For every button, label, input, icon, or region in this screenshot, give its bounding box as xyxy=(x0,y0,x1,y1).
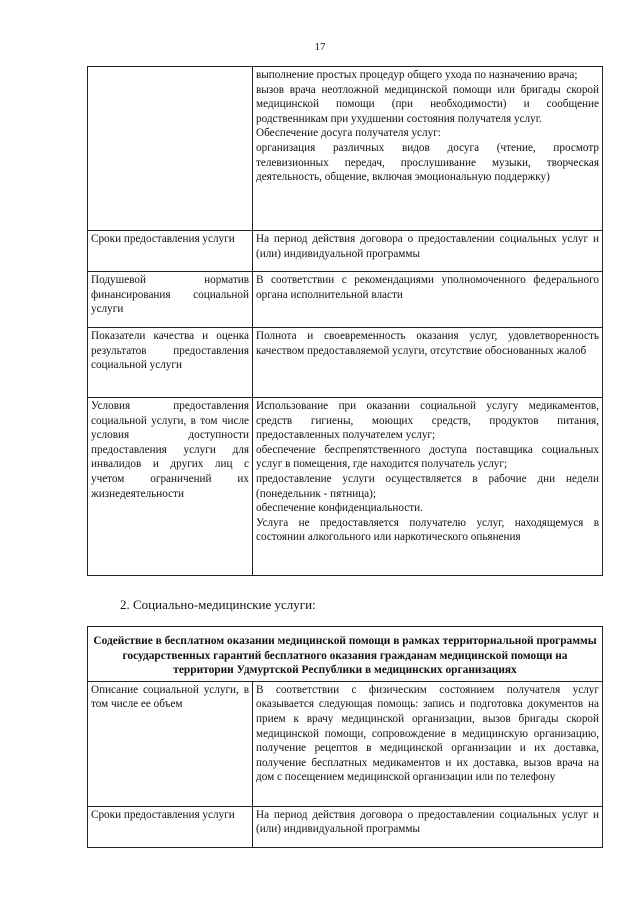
row-label-description: Описание социальной услуги, в том числе ее объем xyxy=(88,681,253,806)
row-label-conditions: Условия предоставления социальной услуги, в том числе условия доступности предоставления услуги для инвалидов и других лиц с учетом ограничений их жизнедеятельности xyxy=(88,398,253,576)
row-label-terms: Сроки предоставления услуги xyxy=(88,806,253,847)
table-row xyxy=(88,272,603,328)
table-row xyxy=(88,67,603,231)
service-description-continued xyxy=(253,67,603,231)
row-value-terms: На период действия договора о предоставлении социальных услуг и (или) индивидуальной программы xyxy=(253,231,603,272)
table-row xyxy=(88,398,603,576)
row-value-quality: Полнота и своевременность оказания услуг, удовлетворенность качеством предоставляемой услуги, отсутствие обоснованных жалоб xyxy=(253,328,603,398)
paragraph: Обеспечение досуга получателя услуг: xyxy=(256,127,441,140)
row-label-terms: Сроки предоставления услуги xyxy=(88,231,253,272)
table-row xyxy=(88,681,603,806)
paragraph: обеспечение беспрепятственного доступа поставщика социальных услуг в помещения, где находится получатель услуг; xyxy=(256,443,599,471)
paragraph: вызов врача неотложной медицинской помощи или бригады скорой медицинской помощи (при необходимости) и сообщение родственникам при ухудшении состояния получателя услуг. xyxy=(256,83,599,125)
table-row xyxy=(88,328,603,398)
table-row xyxy=(88,806,603,847)
paragraph: Услуга не предоставляется получателю услуг, находящемуся в состоянии алкогольного или наркотического опьянения xyxy=(256,516,599,544)
service-title: Содействие в бесплатном оказании медицинской помощи в рамках территориальной программы государственных гарантий бесплатного оказания гражданам медицинской помощи на территории Удмуртской Республики в медицинских организациях xyxy=(88,627,603,682)
paragraph: Использование при оказании социальной услугу медикаментов, средств гигиены, моющих средств, продуктов питания, предоставленных получателем услуг; xyxy=(256,400,599,442)
page-number: 17 xyxy=(314,41,326,53)
paragraph: обеспечение конфиденциальности. xyxy=(256,502,423,515)
table-cell-empty xyxy=(88,67,253,231)
row-value-terms: На период действия договора о предоставлении социальных услуг и (или) индивидуальной программы xyxy=(253,806,603,847)
section-heading: 2. Социально-медицинские услуги: xyxy=(120,597,316,612)
paragraph: организация различных видов досуга (чтение, просмотр телевизионных передач, прослушивание музыки, творческая деятельность, общение, включая эмоциональную поддержку) xyxy=(256,141,599,184)
paragraph: выполнение простых процедур общего ухода по назначению врача; xyxy=(256,69,578,81)
table-title-row xyxy=(88,627,603,682)
row-value-description: В соответствии с физическим состоянием получателя услуг оказывается следующая помощь: запись и подготовка документов на прием к врачу медицинской организации, вызов бригады скорой медицинской помощи, сопровождение в медицинскую организацию, получение рецептов в медицинской организации и их доставка, получение бесплатных медикаментов и их доставка, вызов врача на дом с посещением медицинской организации или по телефону xyxy=(253,681,603,806)
row-value-conditions xyxy=(253,398,603,576)
service-table-medical xyxy=(87,626,603,848)
row-label-quality: Показатели качества и оценка результатов предоставления социальной услуги xyxy=(88,328,253,398)
row-label-norm: Подушевой норматив финансирования социальной услуги xyxy=(88,272,253,328)
paragraph: предоставление услуги осуществляется в рабочие дни недели (понедельник - пятница); xyxy=(256,472,599,500)
service-table-continued xyxy=(87,66,603,576)
row-value-norm: В соответствии с рекомендациями уполномоченного федерального органа исполнительной власти xyxy=(253,272,603,328)
table-row xyxy=(88,231,603,272)
